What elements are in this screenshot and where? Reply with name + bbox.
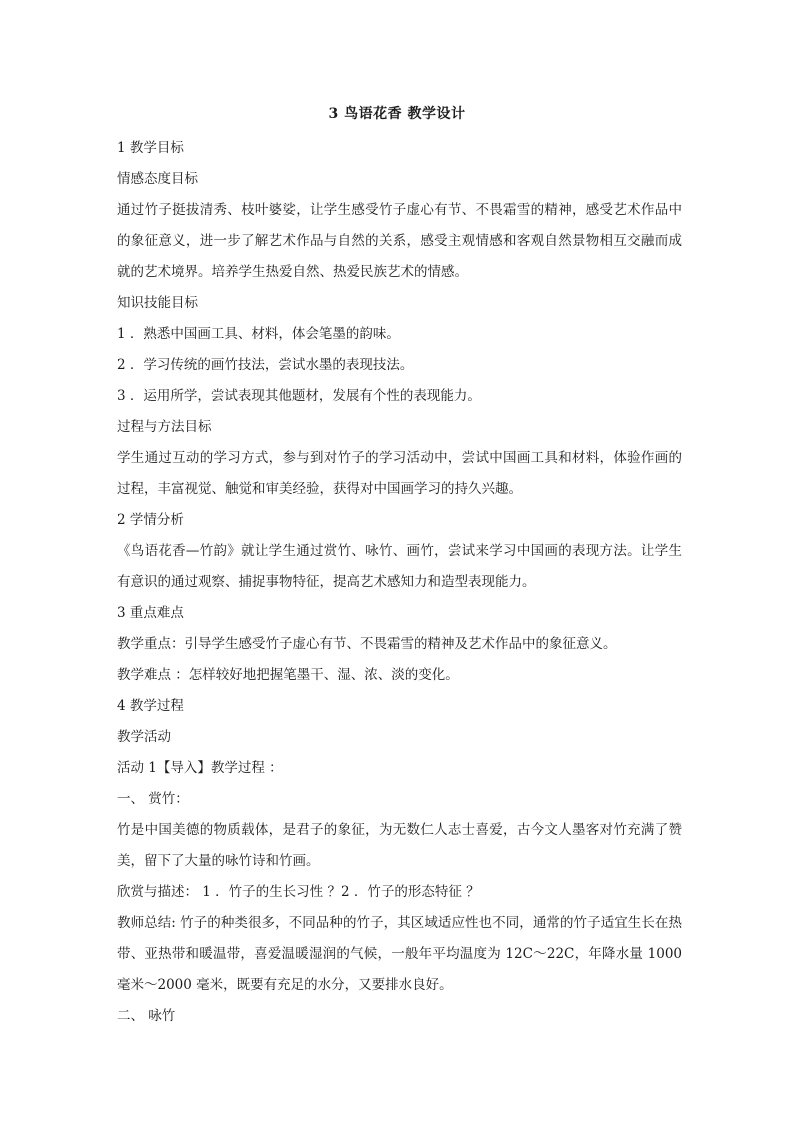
paragraph: 一、 赏竹：: [117, 791, 189, 807]
paragraph: 过程与方法目标: [117, 419, 212, 435]
paragraph: 知识技能目标: [117, 295, 198, 311]
paragraph: 1 教学目标: [117, 140, 184, 156]
paragraph: 教学活动: [117, 729, 171, 745]
paragraph: 教师总结: 竹子的种类很多，不同品种的竹子，其区域适应性也不同，通常的竹子适宜生长在热带、亚热带和暖温带，喜爱温暖湿润的气候，一般年平均温度为 12C～22C，年降水量 1000 毫米～2000 毫米，既要有充足的水分，又要排水良好。: [117, 915, 682, 993]
document-body: [117, 133, 682, 1032]
paragraph: 竹是中国美德的物质载体，是君子的象征，为无数仁人志士喜爱，古今文人墨客对竹充满了赞美，留下了大量的咏竹诗和竹画。: [117, 822, 682, 869]
document-title: 3 鸟语花香 教学设计: [328, 106, 466, 122]
paragraph: 二、 咏竹: [117, 1008, 176, 1024]
paragraph: 情感态度目标: [117, 171, 198, 187]
paragraph: 教学重点：引导学生感受竹子虚心有节、不畏霜雪的精神及艺术作品中的象征意义。: [117, 636, 617, 652]
paragraph: 2 学情分析: [117, 512, 184, 528]
paragraph: 2 ．学习传统的画竹技法，尝试水墨的表现技法。: [117, 357, 414, 373]
paragraph: 活动 1【导入】教学过程 ：: [117, 760, 283, 776]
paragraph: 教学难点 ：怎样较好地把握笔墨干、湿、浓、淡的变化。: [117, 667, 459, 683]
paragraph: 4 教学过程: [117, 698, 184, 714]
paragraph: 《鸟语花香—竹韵》就让学生通过赏竹、咏竹、画竹，尝试来学习中国画的表现方法。让学生有意识的通过观察、捕捉事物特征，提高艺术感知力和造型表现能力。: [117, 543, 682, 590]
paragraph: 3 重点难点: [117, 605, 184, 621]
paragraph: 学生通过互动的学习方式，参与到对竹子的学习活动中，尝试中国画工具和材料，体验作画的过程，丰富视觉、触觉和审美经验，获得对中国画学习的持久兴趣。: [117, 450, 682, 497]
paragraph: 通过竹子挺拔清秀、枝叶婆娑，让学生感受竹子虚心有节、不畏霜雪的精神，感受艺术作品中的象征意义，进一步了解艺术作品与自然的关系，感受主观情感和客观自然景物相互交融而成就的艺术境界。培养学生热爱自然、热爱民族艺术的情感。: [117, 202, 682, 280]
paragraph: 3 ．运用所学，尝试表现其他题材，发展有个性的表现能力。: [117, 388, 481, 404]
paragraph: 1 ．熟悉中国画工具、材料，体会笔墨的韵味。: [117, 326, 400, 342]
paragraph: 欣赏与描述： 1 ．竹子的生长习性 ？2 ．竹子的形态特征 ？: [117, 884, 480, 900]
